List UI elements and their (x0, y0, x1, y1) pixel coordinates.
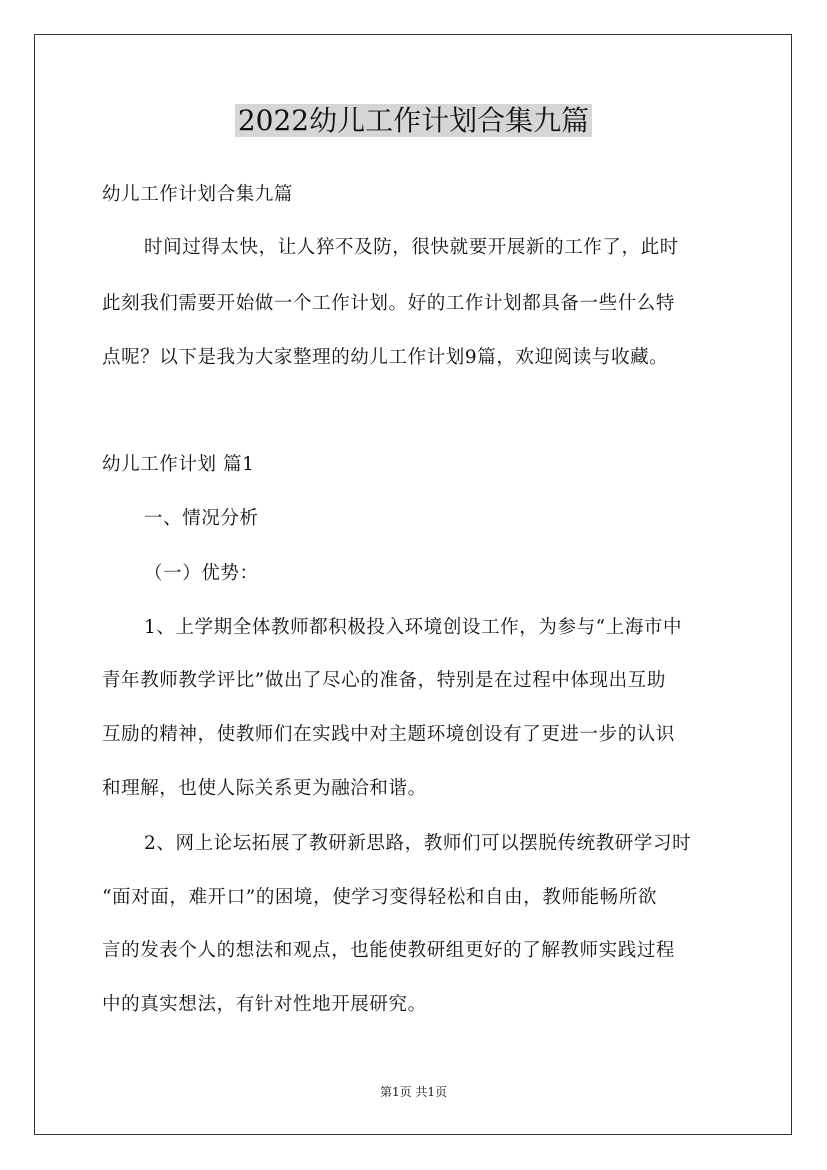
subsection-heading: 一、情况分析 (144, 508, 259, 529)
document-title-text: 2022幼儿工作计划合集九篇 (235, 104, 592, 137)
document-title (0, 101, 827, 141)
paragraph-line: 点呢？以下是我为大家整理的幼儿工作计划9篇，欢迎阅读与收藏。 (102, 347, 669, 368)
paragraph-line: 青年教师教学评比”做出了尽心的准备，特别是在过程中体现出互助 (102, 670, 666, 691)
paragraph-line: 互励的精神，使教师们在实践中对主题环境创设有了更进一步的认识 (102, 724, 676, 745)
paragraph-line: 言的发表个人的想法和观点，也能使教研组更好的了解教师实践过程 (102, 940, 676, 961)
document-subtitle: 幼儿工作计划合集九篇 (102, 184, 294, 205)
section-heading: 幼儿工作计划 篇1 (102, 454, 255, 475)
subsection-heading: （一）优势： (144, 563, 259, 584)
paragraph-line: 2、网上论坛拓展了教研新思路，教师们可以摆脱传统教研学习时 (144, 833, 692, 854)
paragraph-line: 此刻我们需要开始做一个工作计划。好的工作计划都具备一些什么特 (102, 293, 676, 314)
paragraph-line: 中的真实想法，有针对性地开展研究。 (102, 994, 427, 1015)
paragraph-line: 1、上学期全体教师都积极投入环境创设工作，为参与“上海市中 (144, 617, 683, 638)
paragraph-line: “面对面，难开口”的困境，使学习变得轻松和自由，教师能畅所欲 (102, 887, 657, 908)
paragraph-line: 和理解，也使人际关系更为融洽和谐。 (102, 778, 427, 799)
paragraph-line: 时间过得太快，让人猝不及防，很快就要开展新的工作了，此时 (144, 237, 679, 258)
page-footer: 第1页 共1页 (379, 1085, 448, 1099)
